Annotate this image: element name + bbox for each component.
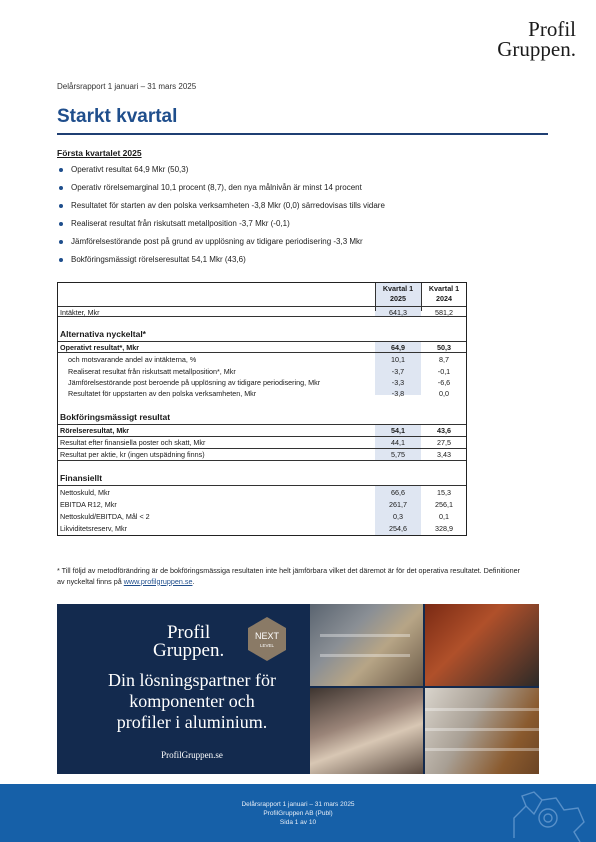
section-title: Alternativa nyckeltal* [60,329,146,339]
footnote-text: * Till följd av metodförändring är de bokföringsmässiga resultaten inte helt jämförbara vilket det däremot är för det operativa resultatet. Definitioner av nyckeltal finns på [57,566,521,586]
company-logo [497,17,576,61]
slogan-line-3: profiler i aluminium. [116,712,268,732]
highlights-list [57,164,547,272]
profile-outline-icon [504,788,588,842]
row-label: Nettoskuld/EBITDA, Mål < 2 [60,512,150,521]
footer-company: ProfilGruppen AB (Publ) [263,810,333,817]
footer-report-period: Delårsrapport 1 januari – 31 mars 2025 [241,801,355,808]
value-2025: 54,1 [391,426,405,435]
slogan-line-2: komponenter och [129,691,255,711]
badge-text-2: LEVEL [259,643,275,648]
value-2025: 254,6 [389,524,407,533]
value-2025: 261,7 [389,500,407,509]
row-label: Jämförelsestörande post beroende på upplösning av tidigare periodisering, Mkr [68,378,321,387]
row-label: Operativt resultat*, Mkr [60,343,140,352]
website-link[interactable]: www.profilgruppen.se [123,576,193,586]
highlight-item: Operativ rörelsemarginal 10,1 procent (8,7), den nya målnivån är minst 14 procent [57,182,547,200]
watch-hand-photo [425,604,539,686]
col-2024-title: Kvartal 1 [428,284,460,293]
row-divider [58,341,466,342]
section-subtitle: Första kvartalet 2025 [57,148,142,158]
row-label: Intäkter, Mkr [60,308,100,317]
banner-logo [153,624,224,660]
footnote-end: . [192,576,195,586]
slogan-line-1: Din lösningspartner för [108,670,276,690]
highlight-item: Realiserat resultat från riskutsatt metallposition -3,7 Mkr (-0,1) [57,218,547,236]
row-label: Resultatet för uppstarten av den polska verksamheten, Mkr [68,389,257,398]
row-label: Likviditetsreserv, Mkr [60,524,127,533]
footnote [57,566,527,587]
page-title: Starkt kvartal [57,106,178,127]
value-2025: 0,3 [393,512,403,521]
value-2025: -3,8 [391,389,405,398]
photo-detail [320,654,410,657]
logo-line-1: Profil [528,17,576,41]
value-2024: 581,2 [435,308,453,317]
highlight-item: Resultatet för starten av den polska verksamheten -3,8 Mkr (0,0) särredovisas tills vidare [57,200,547,218]
row-label: Nettoskuld, Mkr [60,488,110,497]
row-divider [58,424,466,425]
photo-detail [425,728,539,731]
banner-logo-line-1: Profil [166,622,211,643]
row-label: och motsvarande andel av intäkterna, % [68,355,197,364]
highlight-item: Jämförelsestörande post på grund av upplösning av tidigare periodisering -3,3 Mkr [57,236,547,254]
row-label: Realiserat resultat från riskutsatt metallposition*, Mkr [68,367,236,376]
value-2024: 27,5 [437,438,451,447]
value-2025: 44,1 [391,438,405,447]
value-2025: 641,3 [389,308,407,317]
value-2024: 43,6 [437,426,451,435]
value-2024: 15,3 [437,488,451,497]
highlight-item: Operativt resultat 64,9 Mkr (50,3) [57,164,547,182]
value-2025: -3,7 [391,367,405,376]
value-2025: -3,3 [391,378,405,387]
section-title: Bokföringsmässigt resultat [60,412,171,422]
highlight-item: Bokföringsmässigt rörelseresultat 54,1 Mkr (43,6) [57,254,547,272]
value-2024: 0,1 [439,512,449,521]
value-2025: 5,75 [391,450,405,459]
row-label: Rörelseresultat, Mkr [60,426,130,435]
value-2024: -0,1 [437,367,451,376]
col-2025-year: 2025 [390,294,406,303]
col-2025-header [375,284,421,304]
title-rule [57,133,548,135]
photo-detail [425,708,539,711]
row-label: Resultat efter finansiella poster och skatt, Mkr [60,438,206,447]
row-label: Resultat per aktie, kr (ingen utspädning finns) [60,450,205,459]
page-footer [0,784,596,842]
value-2024: 328,9 [435,524,453,533]
badge-text-1: NEXT [254,631,280,641]
value-2024: 256,1 [435,500,453,509]
photo-detail [425,748,539,751]
value-2025: 66,6 [391,488,405,497]
photo-detail [320,634,410,637]
value-2024: 50,3 [437,343,451,352]
report-period: Delårsrapport 1 januari – 31 mars 2025 [57,82,197,91]
row-divider [58,460,466,461]
value-2024: -6,6 [437,378,451,387]
col-2025-title: Kvartal 1 [382,284,414,293]
footer-page-number: Sida 1 av 10 [279,819,317,826]
row-divider [58,306,466,307]
banner-slogan [77,670,307,733]
factory-machine-photo [310,604,423,686]
row-divider [58,436,466,437]
row-divider [58,448,466,449]
row-divider [58,485,466,486]
banner-url: ProfilGruppen.se [161,750,223,760]
col-2024-header [421,284,467,304]
section-title: Finansiellt [60,473,103,483]
value-2025: 10,1 [391,355,405,364]
banner-logo-line-2: Gruppen. [153,640,225,662]
value-2024: 0,0 [439,389,449,398]
key-figures-table [57,282,467,536]
next-level-badge-icon [247,616,287,662]
col-2024-year: 2024 [436,294,452,303]
row-divider [58,352,466,353]
worker-inspecting-photo [310,688,423,774]
aluminium-profiles-photo [425,688,539,774]
ad-banner [57,604,539,774]
value-2024: 8,7 [439,355,449,364]
value-2025: 64,9 [391,343,405,352]
value-2024: 3,43 [437,450,451,459]
logo-line-2: Gruppen. [497,36,576,61]
row-label: EBITDA R12, Mkr [60,500,117,509]
